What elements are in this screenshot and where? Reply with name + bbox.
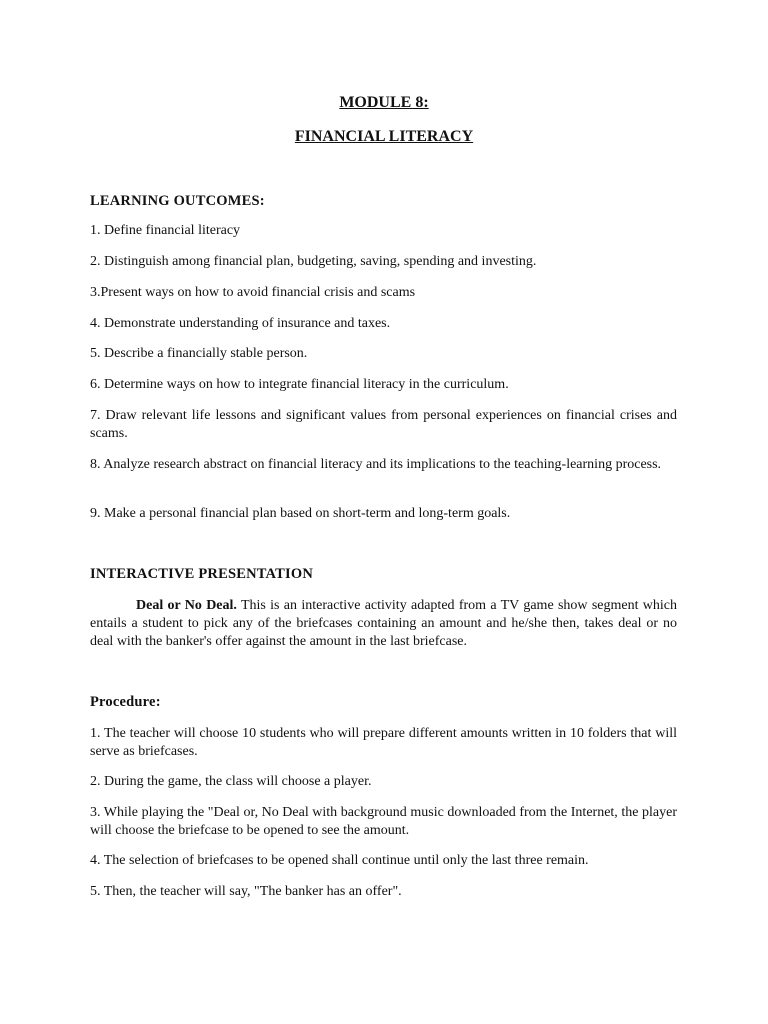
outcome-item: 5. Describe a financially stable person. — [90, 346, 308, 361]
procedure-step: 4. The selection of briefcases to be opened shall continue until only the last three remain. — [90, 853, 589, 868]
module-title: MODULE 8: — [339, 94, 429, 111]
procedure-step: 5. Then, the teacher will say, "The banker has an offer". — [90, 884, 402, 899]
interactive-presentation-heading: INTERACTIVE PRESENTATION — [90, 566, 314, 582]
outcome-item: 3.Present ways on how to avoid financial crisis and scams — [90, 285, 416, 300]
outcome-item: 2. Distinguish among financial plan, budgeting, saving, spending and investing. — [90, 254, 537, 269]
procedure-heading: Procedure: — [90, 694, 161, 710]
module-subtitle: FINANCIAL LITERACY — [294, 128, 474, 145]
outcome-item: 1. Define financial literacy — [90, 223, 241, 238]
outcome-item: 8. Analyze research abstract on financial literacy and its implications to the teaching-learning process. — [90, 457, 662, 472]
procedure-step: 3. While playing the "Deal or, No Deal with background music downloaded from the Internet, the player will choose the briefcase to be opened to see the amount. — [90, 805, 677, 838]
outcome-item: 4. Demonstrate understanding of insurance and taxes. — [90, 316, 391, 331]
outcome-item: 7. Draw relevant life lessons and significant values from personal experiences on financial crises and scams. — [90, 408, 677, 441]
activity-description — [90, 597, 677, 651]
activity-name: Deal or No Deal. — [136, 598, 237, 613]
outcome-item: 9. Make a personal financial plan based on short-term and long-term goals. — [90, 506, 511, 521]
activity-text: This is an interactive activity adapted from a TV game show segment which entails a student to pick any of the briefcases containing an amount and he/she then, takes deal or no deal with the banker's offer against the amount in the last briefcase. — [90, 598, 677, 649]
procedure-step: 1. The teacher will choose 10 students who will prepare different amounts written in 10 folders that will serve as briefcases. — [90, 726, 677, 759]
learning-outcomes-heading: LEARNING OUTCOMES: — [90, 193, 265, 209]
outcome-item: 6. Determine ways on how to integrate financial literacy in the curriculum. — [90, 377, 509, 392]
procedure-step: 2. During the game, the class will choose a player. — [90, 774, 372, 789]
